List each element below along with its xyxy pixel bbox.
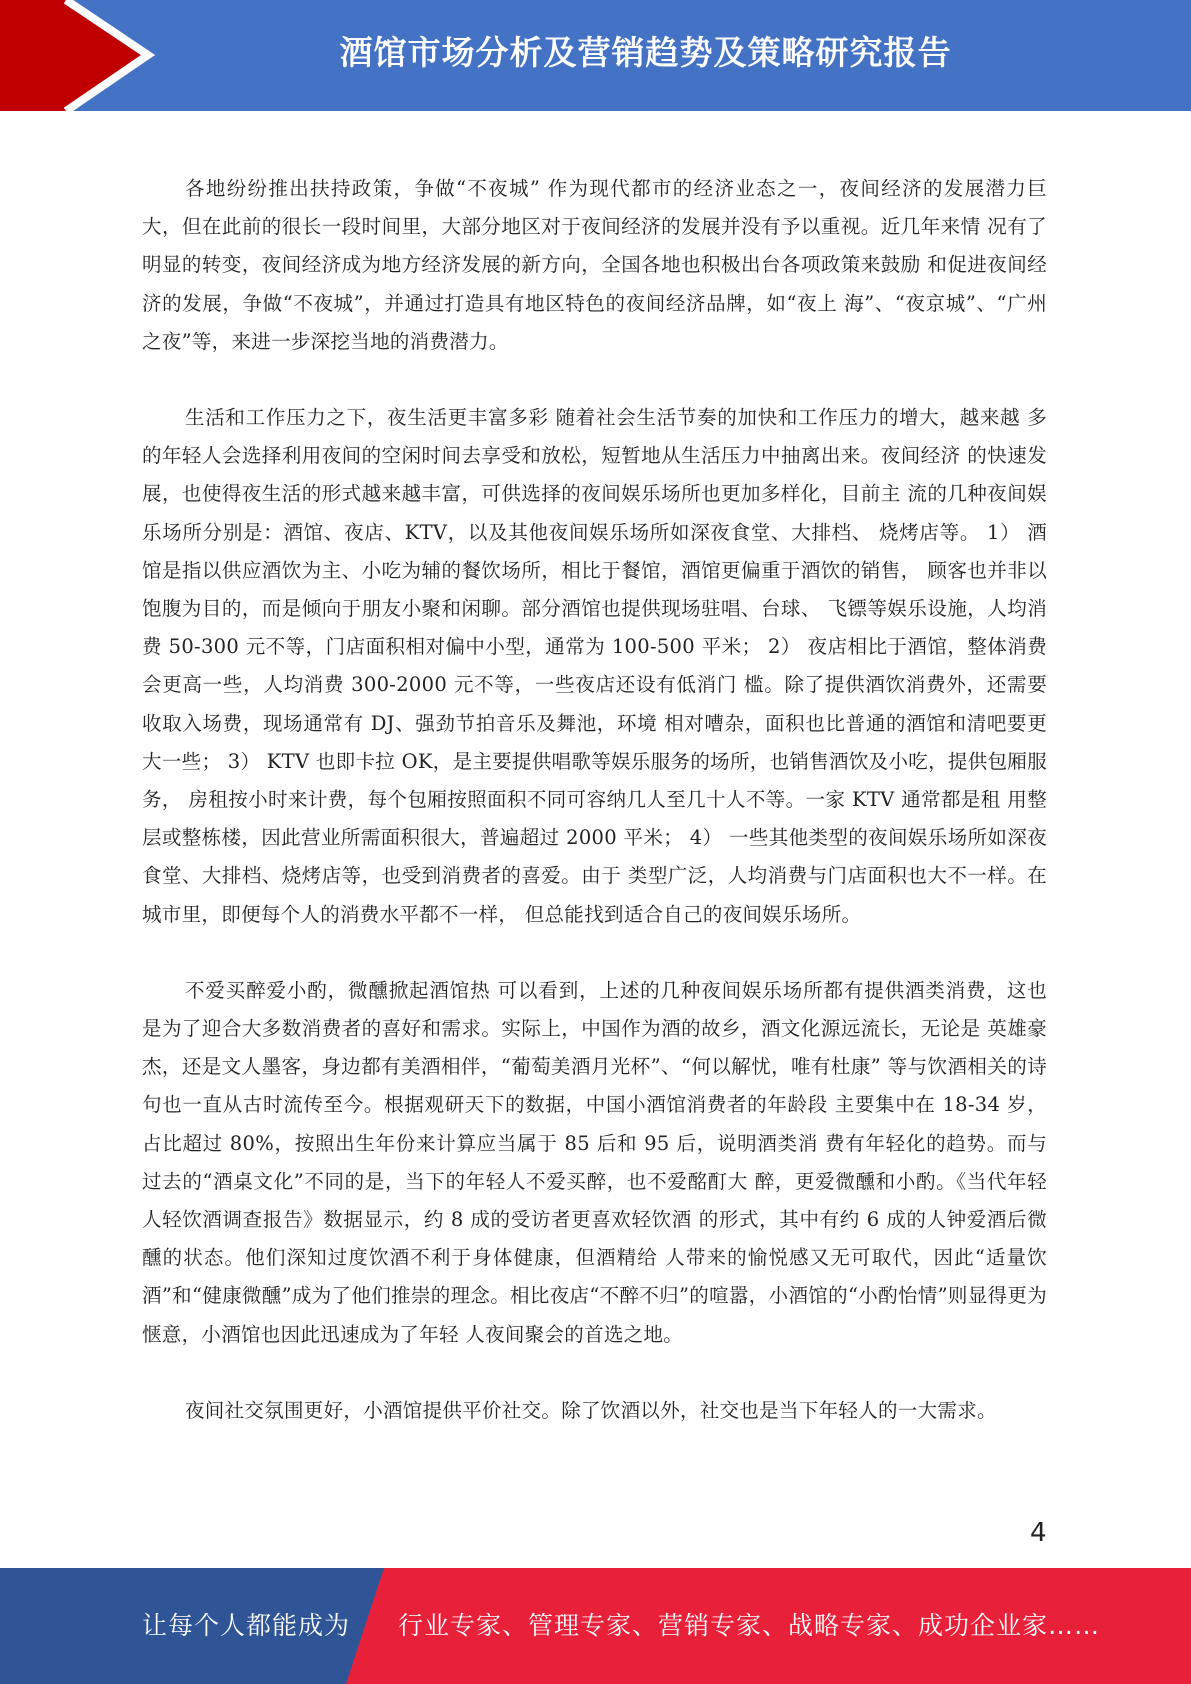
report-body — [142, 170, 1047, 1468]
page-number: 4 — [1030, 1518, 1047, 1548]
paragraph-light-drinking-trend: 不爱买醉爱小酌，微醺掀起酒馆热 可以看到，上述的几种夜间娱乐场所都有提供酒类消费，这也 是为了迎合大多数消费者的喜好和需求。实际上，中国作为酒的故乡，酒文化源远流长，无论是 英雄豪杰，还是文人墨客，身边都有美酒相伴，“葡萄美酒月光杯”、“何以解忧，唯有杜康” 等与饮酒相关的诗句也一直从古时流传至今。根据观研天下的数据，中国小酒馆消费者的年龄段 主要集中在 18-34 岁，占比超过 80%，按照出生年份来计算应当属于 85 后和 95 后，说明酒类消 费有年轻化的趋势。而与过去的“酒桌文化”不同的是，当下的年轻人不爱买醉，也不爱酩酊大 醉，更爱微醺和小酌。《当代年轻人轻饮酒调查报告》数据显示，约 8 成的受访者更喜欢轻饮酒 的形式，其中有约 6 成的人钟爱酒后微醺的状态。他们深知过度饮酒不利于身体健康，但酒精给 人带来的愉悦感又无可取代，因此“适量饮酒”和“健康微醺”成为了他们推崇的理念。相比夜店“不醉不归”的喧嚣，小酒馆的“小酌怡情”则显得更为惬意，小酒馆也因此迅速成为了年轻 人夜间聚会的首选之地。 — [142, 978, 1047, 1346]
paragraph-social-demand: 夜间社交氛围更好，小酒馆提供平价社交。除了饮酒以外，社交也是当下年轻人的一大需求。 — [185, 1398, 997, 1422]
page-header — [0, 0, 1191, 111]
footer-slogan-right: 行业专家、管理专家、营销专家、战略专家、成功企业家…… — [398, 1611, 1101, 1640]
footer-slogan-left: 让每个人都能成为 — [142, 1611, 351, 1640]
paragraph-nightlife-venues: 生活和工作压力之下，夜生活更丰富多彩 随着社会生活节奏的加快和工作压力的增大，越来越 多的年轻人会选择利用夜间的空闲时间去享受和放松，短暂地从生活压力中抽离出来。夜间经济 的快速发展，也使得夜生活的形式越来越丰富，可供选择的夜间娱乐场所也更加多样化，目前主 流的几种夜间娱乐场所分别是：酒馆、夜店、KTV，以及其他夜间娱乐场所如深夜食堂、大排档、 烧烤店等。 1） 酒馆是指以供应酒饮为主、小吃为辅的餐饮场所，相比于餐馆，酒馆更偏重于酒饮的销售， 顾客也并非以饱腹为目的，而是倾向于朋友小聚和闲聊。部分酒馆也提供现场驻唱、台球、 飞镖等娱乐设施，人均消费 50-300 元不等，门店面积相对偏中小型，通常为 100-500 平米； 2） 夜店相比于酒馆，整体消费会更高一些，人均消费 300-2000 元不等，一些夜店还设有低消门 槛。除了提供酒饮消费外，还需要收取入场费，现场通常有 DJ、强劲节拍音乐及舞池，环境 相对嘈杂，面积也比普通的酒馆和清吧要更大一些； 3） KTV 也即卡拉 OK，是主要提供唱歌等娱乐服务的场所，也销售酒饮及小吃，提供包厢服务， 房租按小时来计费，每个包厢按照面积不同可容纳几人至几十人不等。一家 KTV 通常都是租 用整层或整栋楼，因此营业所需面积很大，普遍超过 2000 平米； 4） 一些其他类型的夜间娱乐场所如深夜食堂、大排档、烧烤店等，也受到消费者的喜爱。由于 类型广泛，人均消费与门店面积也大不一样。在城市里，即便每个人的消费水平都不一样， 但总能找到适合自己的夜间娱乐场所。 — [142, 406, 1047, 926]
document-title: 酒馆市场分析及营销趋势及策略研究报告 — [339, 33, 952, 72]
page-footer — [0, 1568, 1191, 1684]
paragraph-night-economy-policy: 各地纷纷推出扶持政策，争做“不夜城” 作为现代都市的经济业态之一，夜间经济的发展潜力巨 大，但在此前的很长一段时间里，大部分地区对于夜间经济的发展并没有予以重视。近几年来情 况有了明显的转变，夜间经济成为地方经济发展的新方向，全国各地也积极出台各项政策来鼓励 和促进夜间经济的发展，争做“不夜城”，并通过打造具有地区特色的夜间经济品牌，如“夜上 海”、“夜京城”、“广州之夜”等，来进一步深挖当地的消费潜力。 — [142, 177, 1047, 353]
header-arrow-decoration — [0, 0, 160, 111]
header-red-arrow — [0, 0, 148, 111]
